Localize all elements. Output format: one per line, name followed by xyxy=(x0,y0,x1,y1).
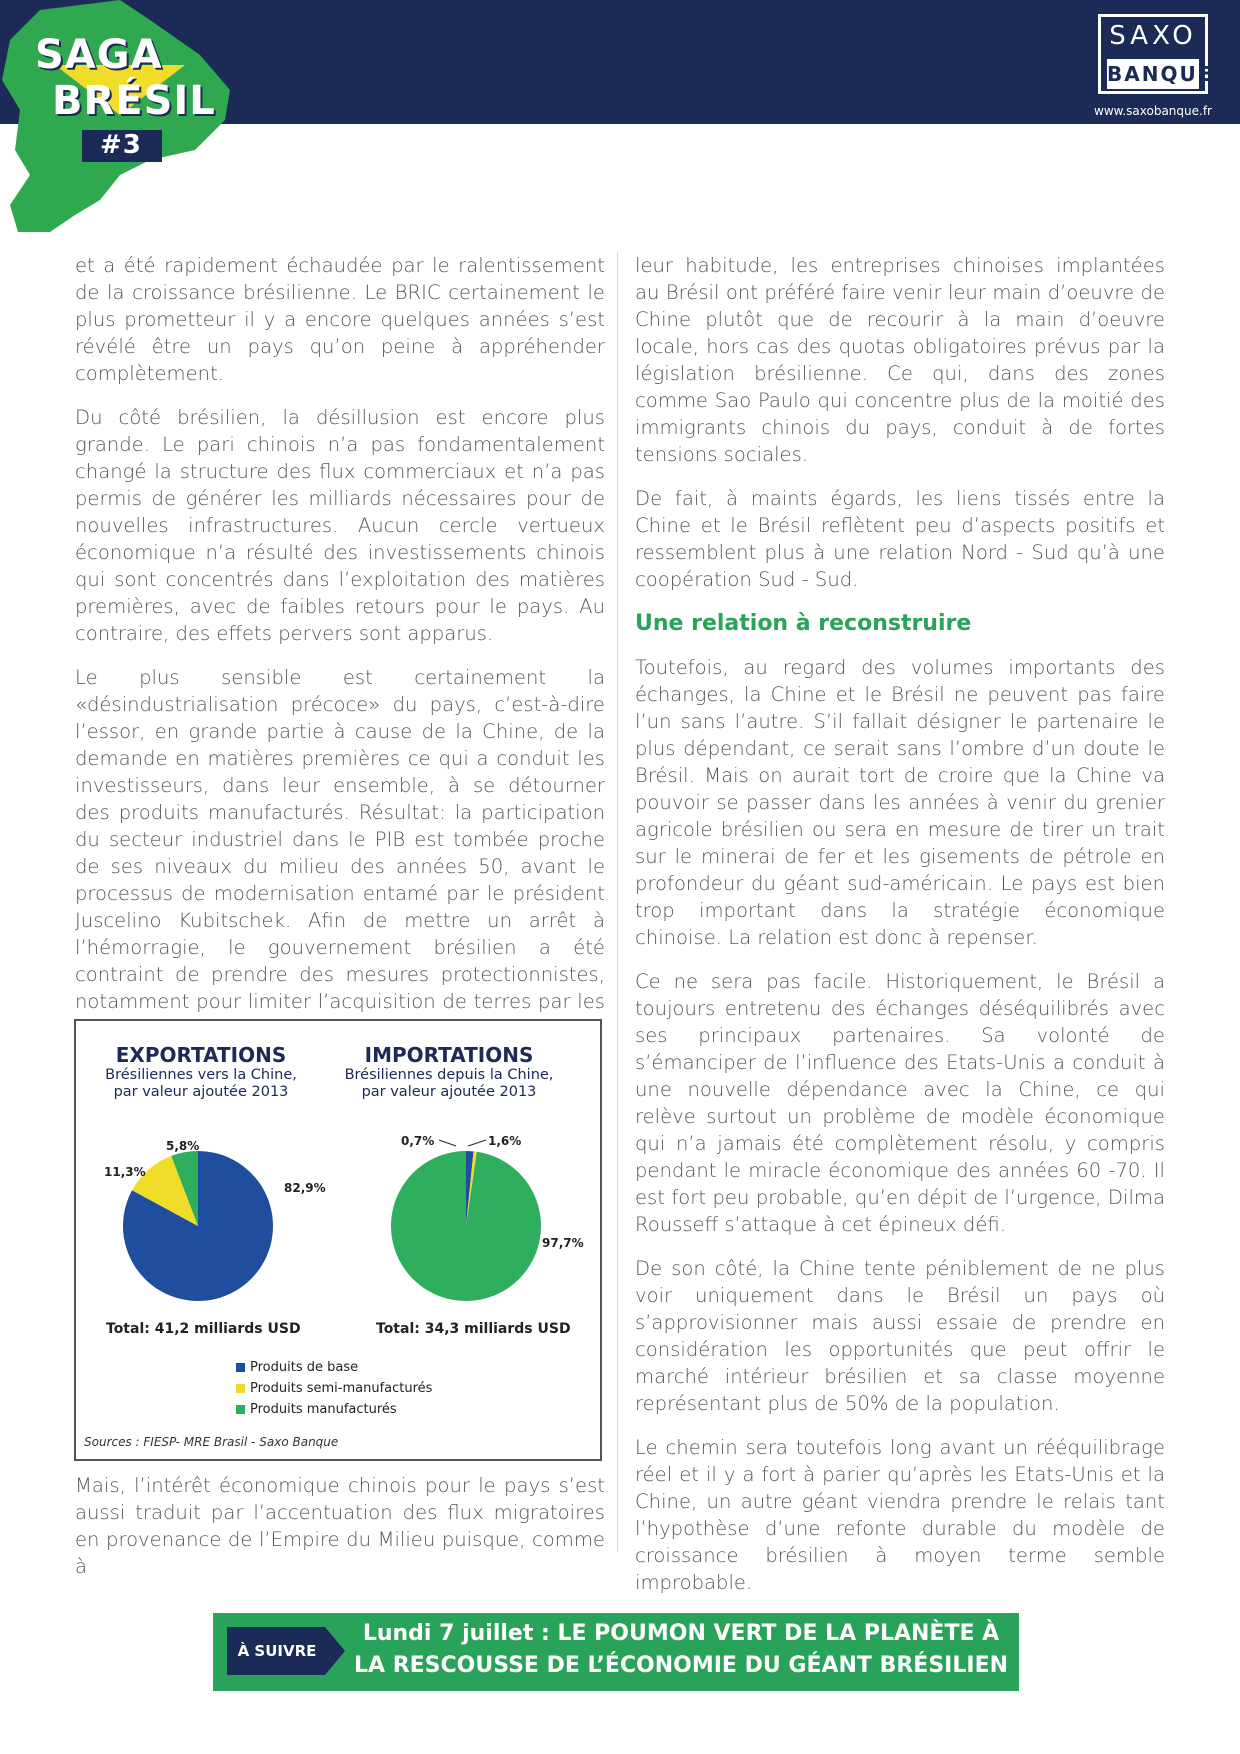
export-label-semi: 11,3% xyxy=(104,1165,146,1179)
export-caption xyxy=(96,1043,306,1101)
paragraph: Le plus sensible est certainement la «désindustrialisation précoce» du pays, c’est-à-dire l’essor, en grande partie à cause de la Chine, de la demande en matières premières ce qui a conduit les investisseurs, dans leur ensemble, à se détourner des produits manufacturés. Résultat: la participation du secteur industriel dans le PIB est tombée proche de ses niveaux du milieu des années 50, avant le processus de modernisation entamé par le président Juscelino Kubitschek. Afin de mettre un arrêt à l’hémorragie, le gouvernement brésilien a été contraint de prendre des mesures protectionnistes, notamment pour limiter l’acquisition de terres par les xyxy=(75,666,605,1013)
brand-top: SAXO xyxy=(1109,21,1197,51)
saxo-banque-logo[interactable] xyxy=(1098,14,1214,94)
logo-saga: SAGA xyxy=(35,32,163,78)
paragraph: De son côté, la Chine tente péniblement de ne plus voir uniquement dans le Brésil un pays où s’approvisionner mais aussi essaie de prendre en considération les opportunités que peut offrir le marché intérieur brésilien et sa classe moyenne représentant plus de 50% de la population. xyxy=(635,1257,1165,1415)
import-label-manuf: 97,7% xyxy=(542,1236,584,1250)
import-title: IMPORTATIONS xyxy=(364,1043,534,1067)
import-caption xyxy=(338,1043,560,1101)
legend-item: Produits de base xyxy=(236,1357,432,1378)
next-episode-banner[interactable] xyxy=(213,1613,1019,1691)
paragraph: Le chemin sera toutefois long avant un rééquilibrage réel et il y a fort à parier qu’après les Etats-Unis et la Chine, un autre géant viendra prendre le relais tant l’hypothèse d’une refonte durable du modèle de croissance brésilien à moyen terme semble improbable. xyxy=(635,1436,1165,1594)
paragraph: Du côté brésilien, la désillusion est encore plus grande. Le pari chinois n’a pas fondamentalement changé la structure des flux commerciaux et n’a pas permis de générer les milliards nécessaires pour de nouvelles infrastructures. Aucun cercle vertueux économique n’a résulté des investissements chinois qui sont concentrés dans l’exploitation des matières premières, avec de faibles retours pour le pays. Au contraire, des effets pervers sont apparus. xyxy=(75,406,605,645)
paragraph: leur habitude, les entreprises chinoises implantées au Brésil ont préféré faire venir leur main d’oeuvre de Chine plutôt que de recourir à la main d’oeuvre locale, hors cas des quotas obligatoires prévus par la législation brésilienne. Ce qui, dans des zones comme Sao Paulo qui concentre plus de la moitié des immigrants chinois du pays, conduit à de fortes tensions sociales. xyxy=(635,254,1165,466)
import-label-semi: 0,7% xyxy=(401,1134,435,1148)
paragraph: Toutefois, au regard des volumes importants des échanges, la Chine et le Brésil ne peuvent pas faire l’un sans l’autre. S’il fallait désigner le partenaire le plus dépendant, ce serait sans l’ombre d’un doute le Brésil. Mais on aurait tort de croire que la Chine va pouvoir se passer dans les années à venir du grenier agricole brésilien ou sera en mesure de tirer un trait sur le minerai de fer et les gisements de pétrole en profondeur du géant sud-américain. Le pays est bien trop important dans la stratégie économique chinoise. La relation est donc à repenser. xyxy=(635,656,1165,949)
label-leaders xyxy=(76,1133,600,1173)
chart-legend xyxy=(236,1357,432,1420)
saga-bresil-logo xyxy=(0,0,240,240)
logo-number: #3 xyxy=(100,130,142,160)
left-column xyxy=(75,252,605,1059)
export-total: Total: 41,2 milliards USD xyxy=(106,1321,301,1337)
logo-bresil: BRÉSIL xyxy=(52,78,216,124)
paragraph: et a été rapidement échaudée par le ralentissement de la croissance brésilienne. Le BRIC certainement le plus prometteur il y a encore quelques années s’est révélé être un pays qu’on peine à appréhender complètement. xyxy=(75,254,605,385)
legend-item: Produits manufacturés xyxy=(236,1399,432,1420)
export-title: EXPORTATIONS xyxy=(115,1043,287,1067)
paragraph: Ce ne sera pas facile. Historiquement, le Brésil a toujours entretenu des échanges déséquilibrés avec ses principaux partenaires. Sa volonté de s’émanciper de l’influence des Etats-Unis a conduit à une nouvelle dépendance avec la Chine, ce qui relève surtout un problème de modèle économique qui n’a jamais été complètement résolu, y compris pendant le miracle économique des années 60 -70. Il est fort peu probable, qu’en dépit de l’urgence, Dilma Rousseff s’attaque à cet épineux défi. xyxy=(635,970,1165,1236)
section-heading: Une relation à reconstruire xyxy=(635,611,972,636)
export-subtitle: Brésiliennes vers la Chine, par valeur ajoutée 2013 xyxy=(105,1067,297,1100)
chart-source: Sources : FIESP- MRE Brasil - Saxo Banque xyxy=(84,1435,339,1449)
paragraph: Mais, l’intérêt économique chinois pour le pays s’est aussi traduit par l’accentuation des flux migratoires en provenance de l’Empire du Milieu puisque, comme à xyxy=(75,1474,605,1578)
import-total: Total: 34,3 milliards USD xyxy=(376,1321,571,1337)
right-column xyxy=(635,252,1165,1613)
banner-tag: À SUIVRE xyxy=(237,1642,317,1660)
brand-bottom: BANQUE xyxy=(1107,59,1199,89)
website-link[interactable]: www.saxobanque.fr xyxy=(1094,104,1212,118)
export-label-manuf: 5,8% xyxy=(166,1139,200,1153)
paragraph: De fait, à maints égards, les liens tissés entre la Chine et le Brésil reflètent peu d’aspects positifs et ressemblent plus à une relation Nord - Sud qu’à une coopération Sud - Sud. xyxy=(635,487,1165,591)
banner-line2: LA RESCOUSSE DE L’ÉCONOMIE DU GÉANT BRÉSILIEN xyxy=(353,1653,1009,1678)
legend-item: Produits semi-manufacturés xyxy=(236,1378,432,1399)
import-subtitle: Brésiliennes depuis la Chine, par valeur ajoutée 2013 xyxy=(344,1067,554,1100)
trade-charts xyxy=(74,1019,602,1461)
banner-line1: Lundi 7 juillet : LE POUMON VERT DE LA PLANÈTE À xyxy=(362,1621,1000,1646)
export-label-base: 82,9% xyxy=(284,1181,326,1195)
import-label-base: 1,6% xyxy=(488,1134,522,1148)
column-divider xyxy=(617,252,618,1552)
